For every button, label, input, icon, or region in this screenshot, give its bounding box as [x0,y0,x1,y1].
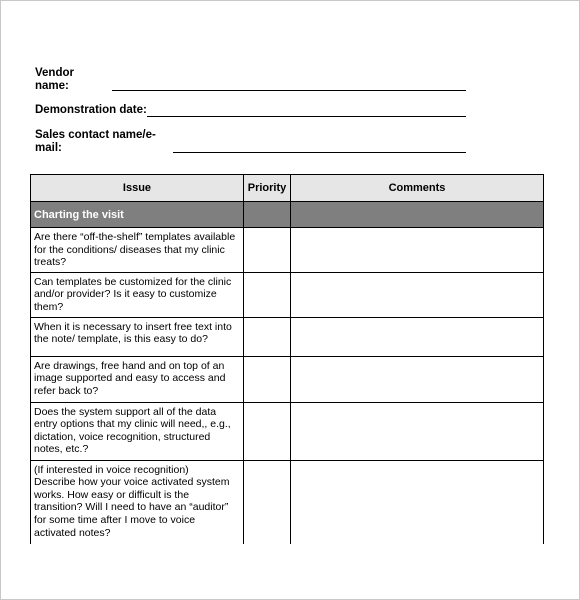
issue-text-line: dictation, voice recognition, structured [34,430,211,443]
issue-text-line: and/or provider? Is it easy to customize [34,288,217,301]
issue-text-line: notes, etc.? [34,443,89,456]
comments-cell[interactable] [291,228,544,273]
vendor-label-line2: name: [35,80,69,92]
issue-text-line: them? [34,300,64,313]
priority-cell[interactable] [244,272,291,317]
section-title: Charting the visit [31,202,244,228]
issue-text-line: refer back to? [34,384,99,397]
sales-contact-label [35,129,156,155]
issue-text-line: entry options that my clinic will need,, e.g., [34,418,231,431]
comments-column-header: Comments [291,175,544,202]
section-row [31,202,544,228]
priority-column-header: Priority [244,175,291,202]
priority-cell[interactable] [244,228,291,273]
issue-text-line: (If interested in voice recognition) [34,463,189,476]
issue-text-line: image supported and easy to access and [34,372,226,385]
comments-cell[interactable] [291,356,544,402]
issue-cell [31,317,244,356]
issue-column-header: Issue [31,175,244,202]
comments-cell[interactable] [291,317,544,356]
priority-cell[interactable] [244,460,291,544]
table-header-row [31,175,544,202]
issue-text-line: activated notes? [34,526,111,539]
table-row [31,460,544,544]
issue-text-line: works. How easy or difficult is the [34,488,190,501]
issue-text-line: Does the system support all of the data [34,405,217,418]
issue-text-line: Are drawings, free hand and on top of an [34,359,225,372]
comments-cell[interactable] [291,402,544,460]
table-row [31,356,544,402]
table-row [31,272,544,317]
issue-text-line: Describe how your voice activated system [34,476,230,489]
table-row [31,228,544,273]
issue-text-line: treats? [34,256,67,269]
issue-text-line: for some time after I move to voice [34,513,196,526]
priority-cell[interactable] [244,317,291,356]
issue-text-line: Are there “off-the-shelf” templates available [34,231,236,243]
section-comments-cell [291,202,544,228]
issue-text-line: Can templates be customized for the clinic [34,275,232,288]
table-row [31,317,544,356]
demonstration-date-label: Demonstration date: [35,104,147,116]
issue-cell [31,272,244,317]
issue-cell [31,228,244,273]
section-priority-cell [244,202,291,228]
issue-text-line: When it is necessary to insert free text into [34,320,232,333]
issue-text-line: transition? Will I need to have an “auditor” [34,501,229,514]
issue-cell [31,402,244,460]
sales-contact-label-line2: mail: [35,142,62,154]
evaluation-table [30,174,544,544]
issue-text-line: the note/ template, is this easy to do? [34,333,208,346]
vendor-label-line1: Vendor [35,67,74,79]
issue-cell [31,356,244,402]
sales-contact-field[interactable] [173,152,466,153]
sales-contact-label-line1: Sales contact name/e- [35,129,156,141]
priority-cell[interactable] [244,402,291,460]
issue-text-line: for the conditions/ diseases that my clinic [34,243,225,256]
vendor-name-field[interactable] [112,90,466,91]
demonstration-date-field[interactable] [147,116,466,117]
issue-cell [31,460,244,544]
priority-cell[interactable] [244,356,291,402]
vendor-name-label [35,67,74,93]
comments-cell[interactable] [291,272,544,317]
table-row [31,402,544,460]
comments-cell[interactable] [291,460,544,544]
